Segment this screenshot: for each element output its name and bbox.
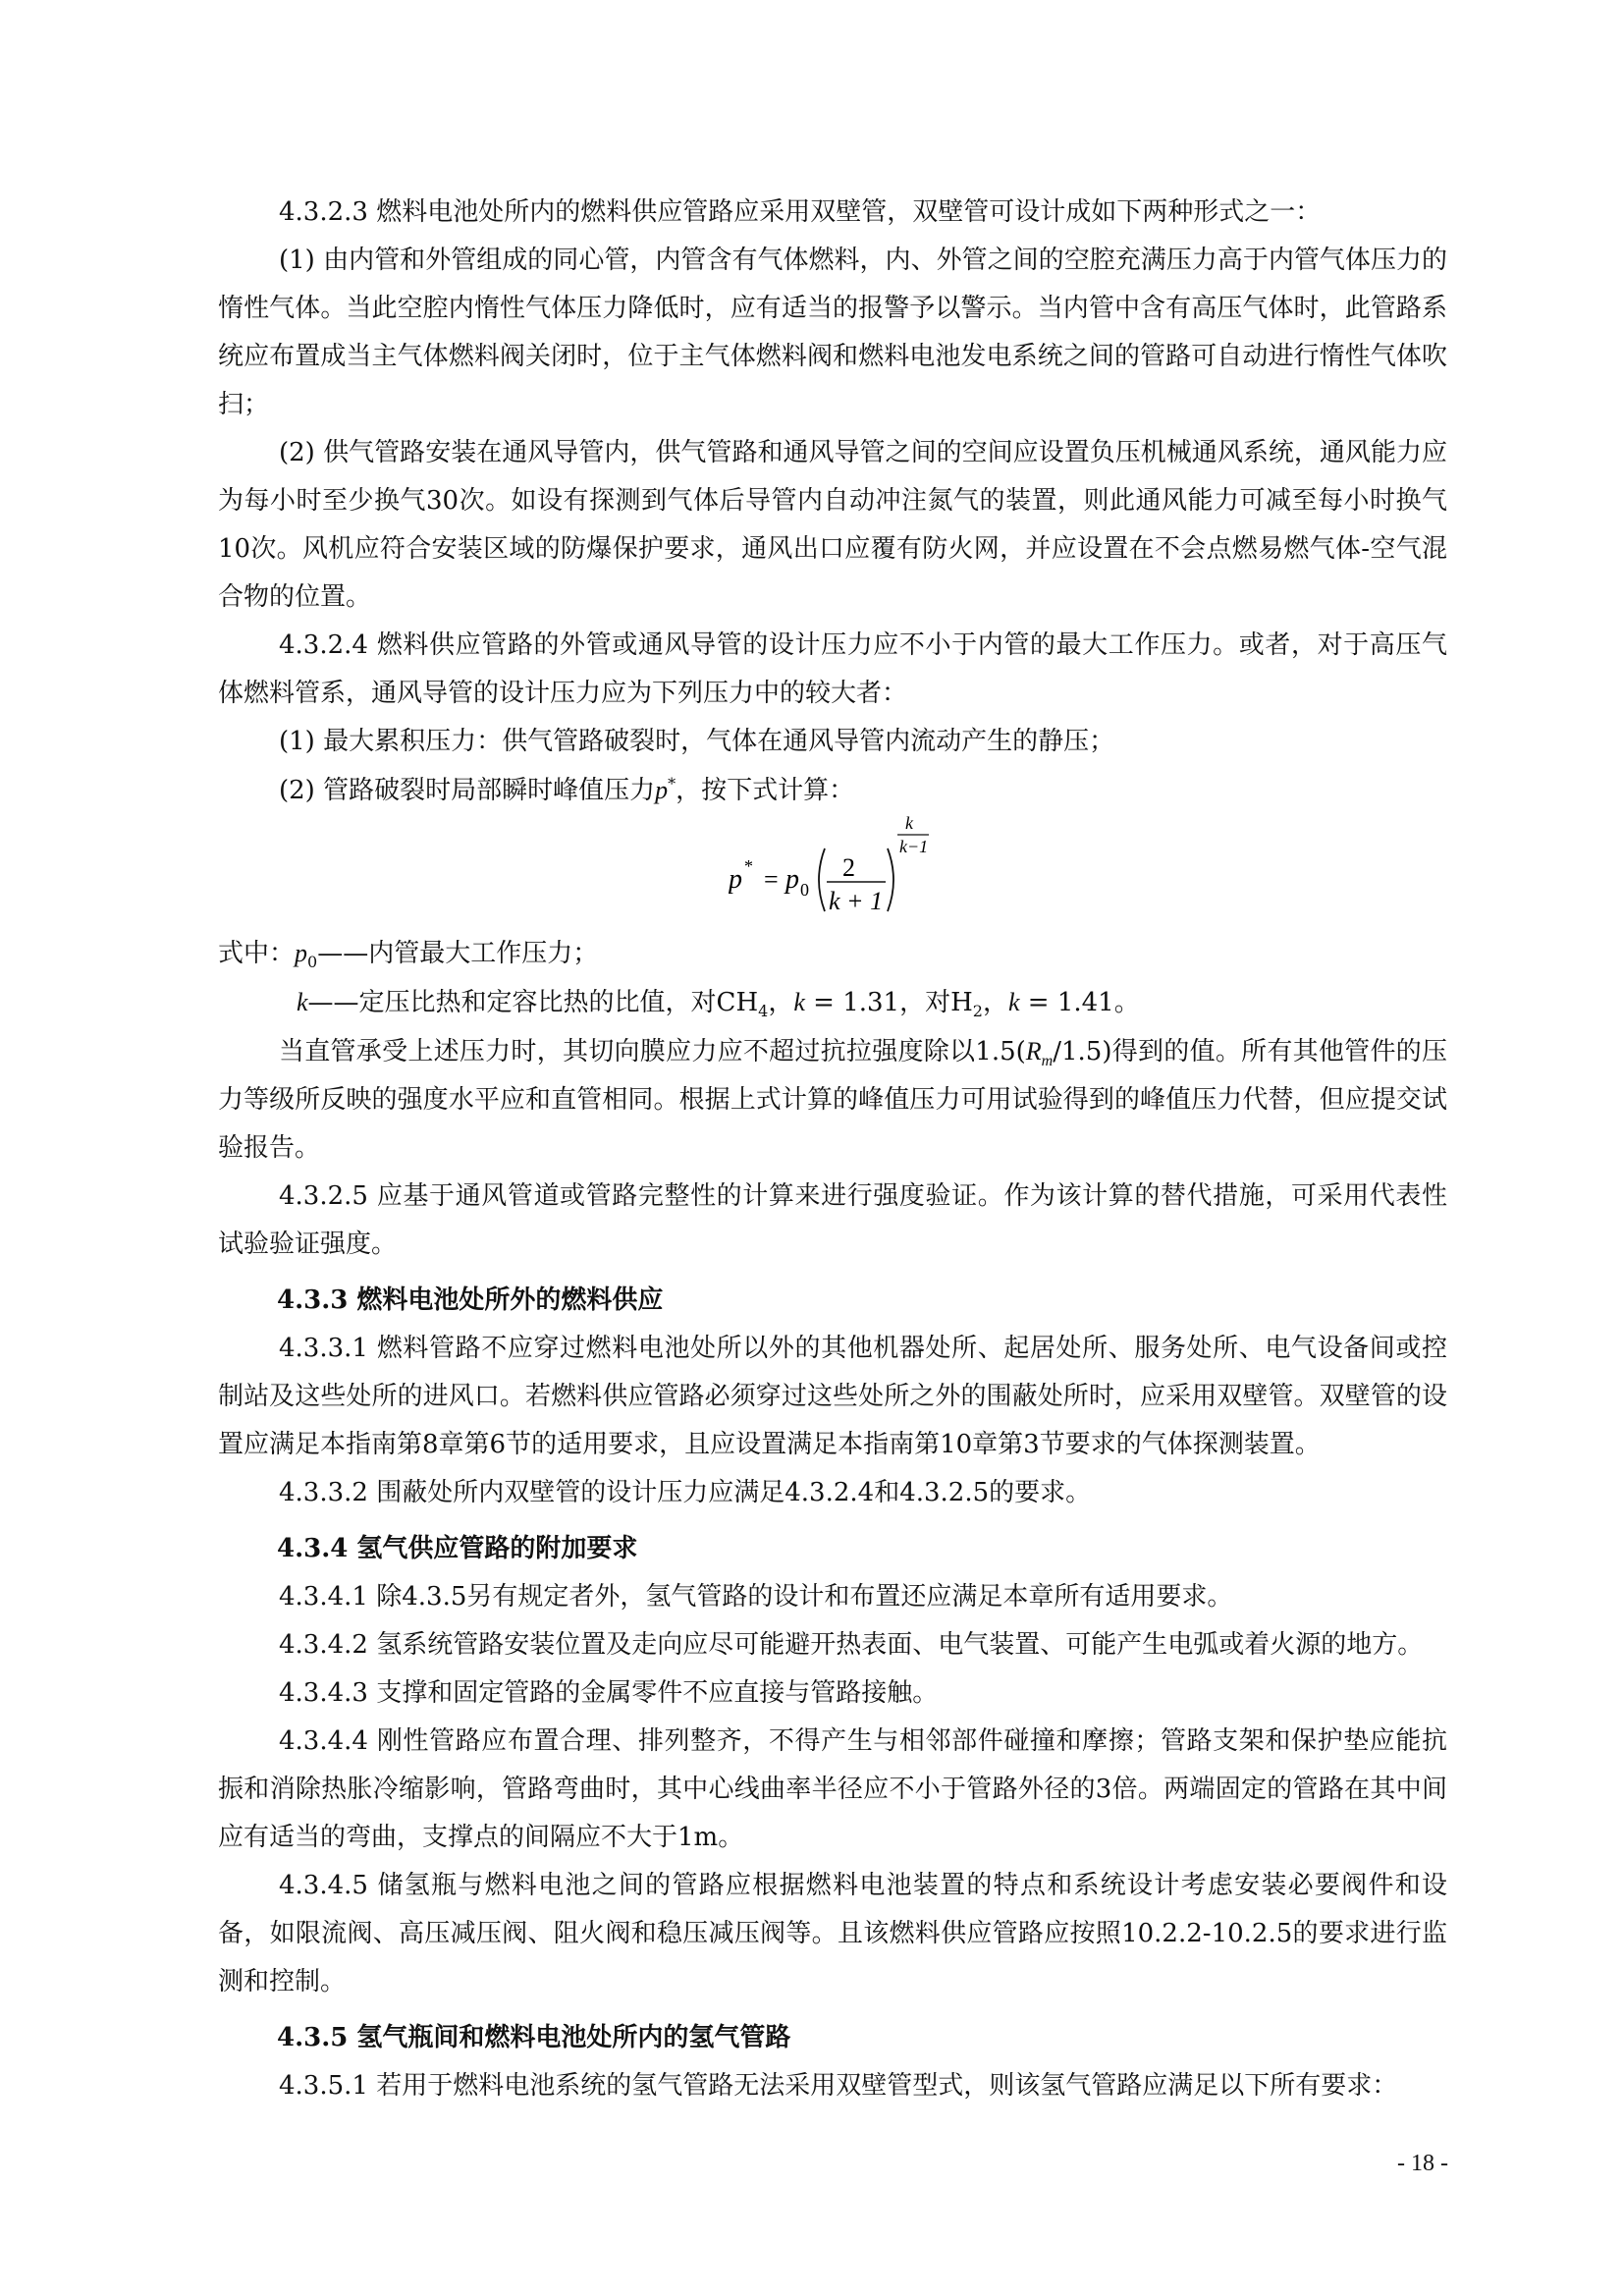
clause-4-3-2-4-item-2: (2) 管路破裂时局部瞬时峰值压力p*，按下式计算： — [279, 774, 855, 805]
clause-4-3-2-3: 4.3.2.3 燃料电池处所内的燃料供应管路应采用双壁管，双壁管可设计成如下两种形式之一： — [279, 197, 1322, 227]
clause-4-3-4-4: 4.3.4.4 刚性管路应布置合理、排列整齐，不得产生与相邻部件碰撞和摩擦；管路支架和保护垫应能抗振和消除热胀冷缩影响，管路弯曲时，其中心线曲率半径应不小于管路外径的3倍。两端固定的管路在其中间应有适当的弯曲，支撑点的间隔应不大于1m。 — [218, 1726, 1447, 1852]
formula-denominator: k + 1 — [829, 887, 884, 915]
page-number: - 18 - — [1397, 2151, 1448, 2176]
formula-lhs-sup: * — [744, 856, 753, 876]
clause-4-3-4-2: 4.3.4.2 氢系统管路安装位置及走向应尽可能避开热表面、电气装置、可能产生电弧或着火源的地方。 — [279, 1630, 1424, 1660]
clause-4-3-2-4-item-1: (1) 最大累积压力：供气管路破裂时，气体在通风导管内流动产生的静压； — [279, 727, 1115, 756]
heading-4-3-3: 4.3.3 燃料电池处所外的燃料供应 — [277, 1285, 664, 1315]
formula-equals: = — [764, 865, 779, 894]
clause-4-3-2-3-item-2: (2) 供气管路安装在通风导管内，供气管路和通风导管之间的空间应设置负压机械通风系统，通风能力应为每小时至少换气30次。如设有探测到气体后导管内自动冲注氮气的装置，则此通风能力可减至每小时换气10次。风机应符合安装区域的防爆保护要求，通风出口应覆有防火网，并应设置在不会点燃易燃气体-空气混合物的位置。 — [218, 438, 1447, 612]
heading-4-3-4: 4.3.4 氢气供应管路的附加要求 — [277, 1534, 638, 1563]
clause-4-3-3-1: 4.3.3.1 燃料管路不应穿过燃料电池处所以外的其他机器处所、起居处所、服务处所、电气设备间或控制站及这些处所的进风口。若燃料供应管路必须穿过这些处所之外的围蔽处所时，应采用双壁管。双壁管的设置应满足本指南第8章第6节的适用要求，且应设置满足本指南第10章第3节要求的气体探测装置。 — [218, 1334, 1447, 1459]
clause-4-3-2-5: 4.3.2.5 应基于通风管道或管路完整性的计算来进行强度验证。作为该计算的替代措施，可采用代表性试验验证强度。 — [218, 1181, 1447, 1259]
formula-exp-den: k−1 — [899, 837, 929, 856]
formula-where-p0: 式中：$p_0——$内管最大工作压力； — [218, 939, 599, 972]
document-body — [218, 189, 1447, 2110]
formula-exp-num: k — [905, 815, 913, 833]
formula-numerator: 2 — [842, 853, 855, 882]
clause-4-3-3-2: 4.3.3.2 围蔽处所内双壁管的设计压力应满足4.3.2.4和4.3.2.5的要求。 — [279, 1478, 1092, 1507]
clause-4-3-2-4: 4.3.2.4 燃料供应管路的外管或通风导管的设计压力应不小于内管的最大工作压力。或者，对于高压气体燃料管系，通风导管的设计压力应为下列压力中的较大者： — [218, 630, 1447, 708]
clause-4-3-2-4-stress: 当直管承受上述压力时，其切向膜应力应不超过抗拉强度除以$1.5(R_m/1.5)$得到的值。所有其他管件的压力等级所反映的强度水平应和直管相同。根据上式计算的峰值压力可用试验得到的峰值压力代替，但应提交试验报告。 — [218, 1037, 1447, 1163]
formula-where-k: k——定压比热和定容比热的比值，对$CH_4$，k = 1.31，对$H_2$，k = 1.41。 — [297, 988, 1140, 1021]
clause-4-3-4-5: 4.3.4.5 储氢瓶与燃料电池之间的管路应根据燃料电池装置的特点和系统设计考虑安装必要阀件和设备，如限流阀、高压减压阀、阻火阀和稳压减压阀等。且该燃料供应管路应按照10.2.2-10.2.5的要求进行监测和控制。 — [218, 1871, 1447, 1996]
formula-p0: p — [785, 864, 799, 895]
formula-p0-sub: 0 — [800, 880, 809, 900]
clause-4-3-2-3-item-1: (1) 由内管和外管组成的同心管，内管含有气体燃料，内、外管之间的空腔充满压力高于内管气体压力的惰性气体。当此空腔内惰性气体压力降低时，应有适当的报警予以警示。当内管中含有高压气体时，此管路系统应布置成当主气体燃料阀关闭时，位于主气体燃料阀和燃料电池发电系统之间的管路可自动进行惰性气体吹扫； — [218, 246, 1447, 419]
clause-4-3-5-1: 4.3.5.1 若用于燃料电池系统的氢气管路无法采用双壁管型式，则该氢气管路应满足以下所有要求： — [279, 2071, 1398, 2101]
formula-left-paren — [819, 848, 825, 911]
peak-pressure-formula — [218, 815, 1447, 929]
heading-4-3-5: 4.3.5 氢气瓶间和燃料电池处所内的氢气管路 — [277, 2023, 791, 2052]
clause-4-3-4-3: 4.3.4.3 支撑和固定管路的金属零件不应直接与管路接触。 — [279, 1678, 939, 1708]
clause-4-3-4-1: 4.3.4.1 除4.3.5另有规定者外，氢气管路的设计和布置还应满足本章所有适用要求。 — [279, 1582, 1233, 1612]
formula-lhs: p — [729, 864, 742, 895]
formula-right-paren — [888, 848, 893, 911]
formula-graphic — [729, 815, 945, 929]
